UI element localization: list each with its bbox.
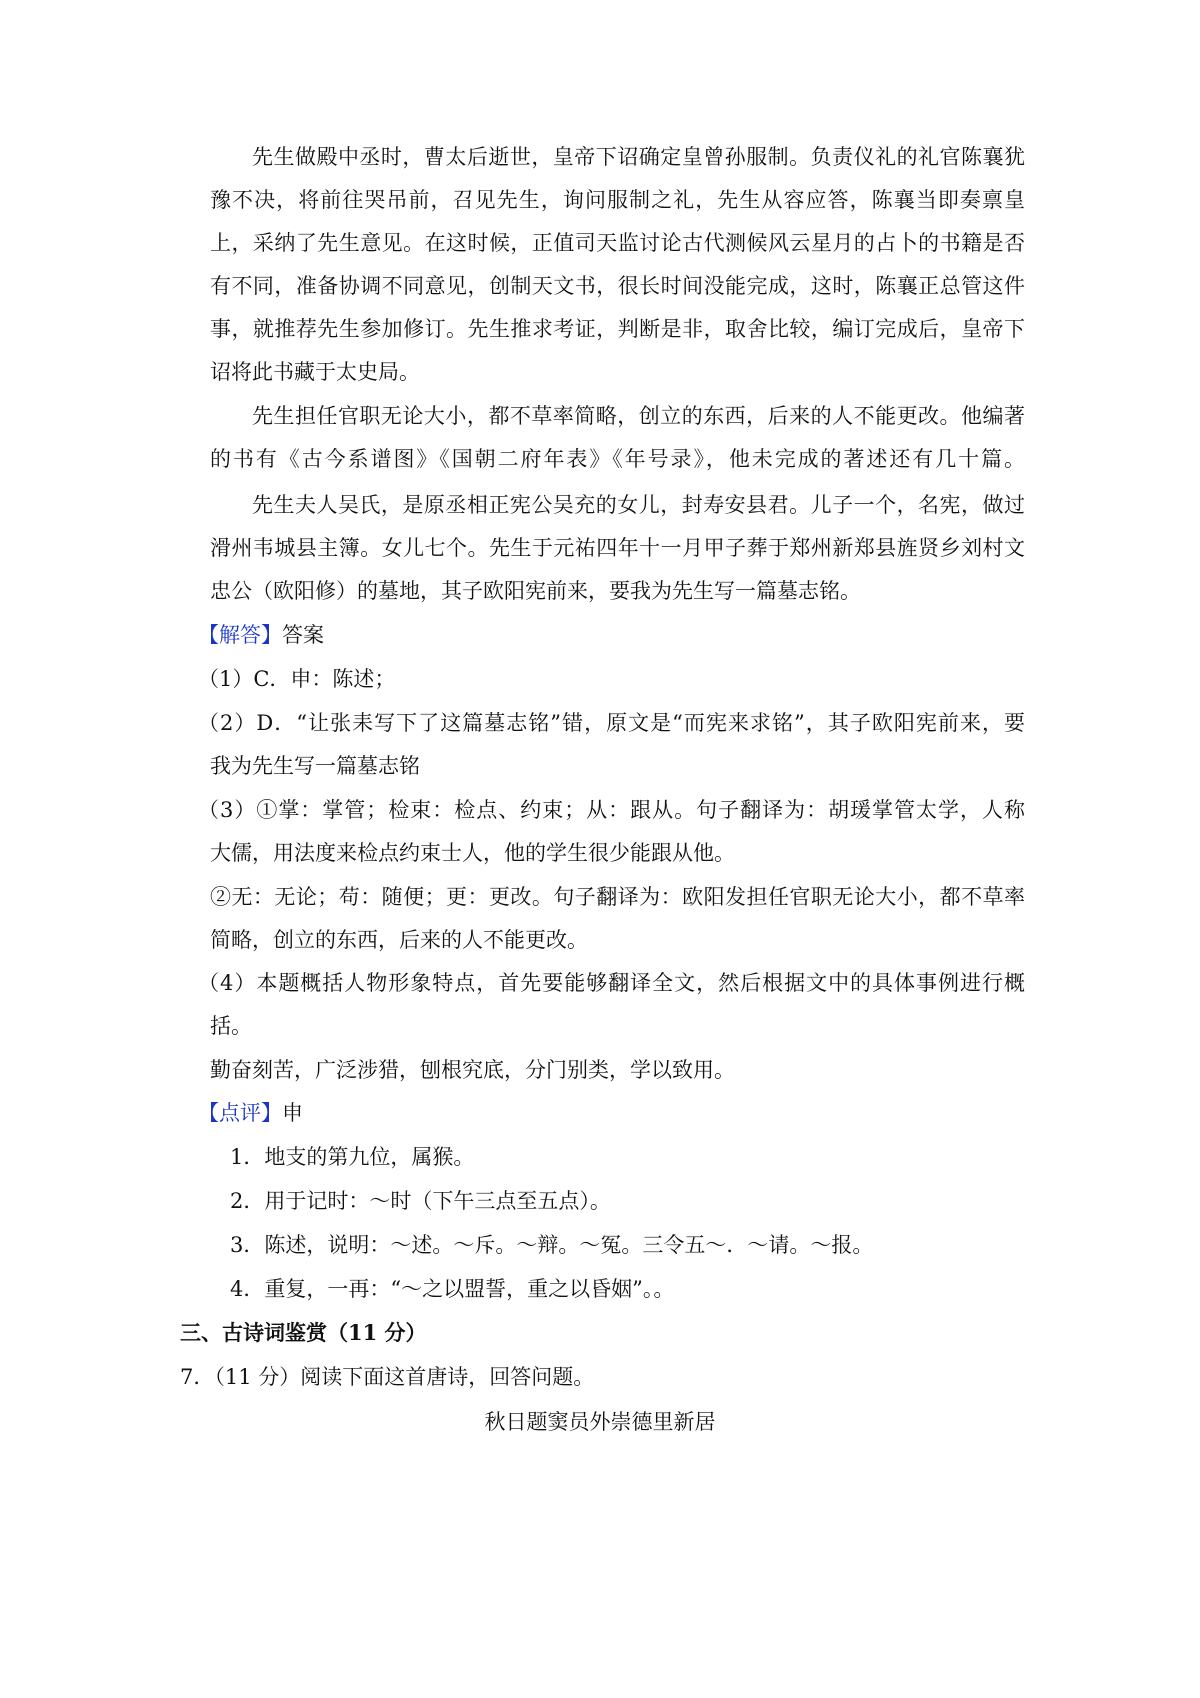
comment-heading — [198, 1098, 1013, 1128]
paragraph-2-line: 先生担任官职无论大小，都不草率简略，创立的东西，后来的人不能更改。他编著 — [252, 404, 1025, 428]
answer-3b-line: ②无：无论；苟：随便；更：更改。句子翻译为：欧阳发担任官职无论大小，都不草率 — [210, 885, 1025, 909]
answer-4-line: （4）本题概括人物形象特点，首先要能够翻译全文，然后根据文中的具体事例进行概 — [198, 971, 1025, 995]
paragraph-3-line: 先生夫人吴氏，是原丞相正宪公吴充的女儿，封寿安县君。儿子一个，名宪，做过 — [252, 493, 1025, 517]
answer-tag: 【解答】 — [198, 623, 282, 647]
answer-2-line: 我为先生写一篇墓志铭 — [210, 754, 420, 778]
paragraph-1-line: 上，采纳了先生意见。在这时候，正值司天监讨论古代测候风云星月的占卜的书籍是否 — [210, 231, 1025, 255]
comment-heading-text: 申 — [282, 1101, 303, 1125]
answer-2-line: （2）D．“让张耒写下了这篇墓志铭”错，原文是“而宪来求铭”，其子欧阳宪前来，要 — [198, 711, 1025, 735]
paragraph-3-line: 滑州韦城县主簿。女儿七个。先生于元祐四年十一月甲子葬于郑州新郑县旌贤乡刘村文 — [210, 536, 1025, 560]
paragraph-3-line: 忠公（欧阳修）的墓地，其子欧阳宪前来，要我为先生写一篇墓志铭。 — [210, 579, 861, 603]
comment-item: 2．用于记时：～时（下午三点至五点）。 — [230, 1189, 611, 1213]
poem-title: 秋日题窦员外崇德里新居 — [484, 1410, 716, 1434]
answer-1: （1）C．申：陈述； — [198, 667, 396, 691]
section-heading: 三、古诗词鉴赏（11 分） — [180, 1320, 427, 1345]
comment-item: 4．重复，一再：“～之以盟誓，重之以昏姻”。。 — [230, 1277, 675, 1301]
paragraph-1-line: 豫不决，将前往哭吊前，召见先生，询问服制之礼，先生从容应答，陈襄当即奏禀皇 — [210, 188, 1025, 212]
answer-4-line: 括。 — [210, 1014, 252, 1038]
answer-heading — [198, 620, 1013, 650]
paragraph-1-line: 诏将此书藏于太史局。 — [210, 360, 420, 384]
answer-heading-text: 答案 — [282, 623, 324, 647]
paragraph-1-line: 有不同，准备协调不同意见，创制天文书，很长时间没能完成，这时，陈襄正总管这件 — [210, 274, 1025, 298]
answer-3-line: （3）①掌：掌管；检束：检点、约束；从：跟从。句子翻译为：胡瑗掌管太学，人称 — [198, 798, 1025, 822]
paragraph-2-line: 的书有《古今系谱图》《国朝二府年表》《年号录》，他未完成的著述还有几十篇。 — [210, 447, 1025, 471]
comment-tag: 【点评】 — [198, 1101, 282, 1125]
comment-item: 3．陈述，说明：～述。～斥。～辩。～冤。三令五～．～请。～报。 — [230, 1233, 874, 1257]
comment-item: 1．地支的第九位，属猴。 — [230, 1145, 475, 1169]
answer-4-summary: 勤奋刻苦，广泛涉猎，刨根究底，分门别类，学以致用。 — [210, 1058, 735, 1082]
paragraph-1-line: 先生做殿中丞时，曹太后逝世，皇帝下诏确定皇曾孙服制。负责仪礼的礼官陈襄犹 — [252, 145, 1025, 169]
answer-3-line: 大儒，用法度来检点约束士人，他的学生很少能跟从他。 — [210, 841, 735, 865]
answer-3b-line: 简略，创立的东西，后来的人不能更改。 — [210, 928, 588, 952]
paragraph-1-line: 事，就推荐先生参加修订。先生推求考证，判断是非，取舍比较，编订完成后，皇帝下 — [210, 317, 1025, 341]
question-7: 7．（11 分）阅读下面这首唐诗，回答问题。 — [180, 1365, 595, 1389]
